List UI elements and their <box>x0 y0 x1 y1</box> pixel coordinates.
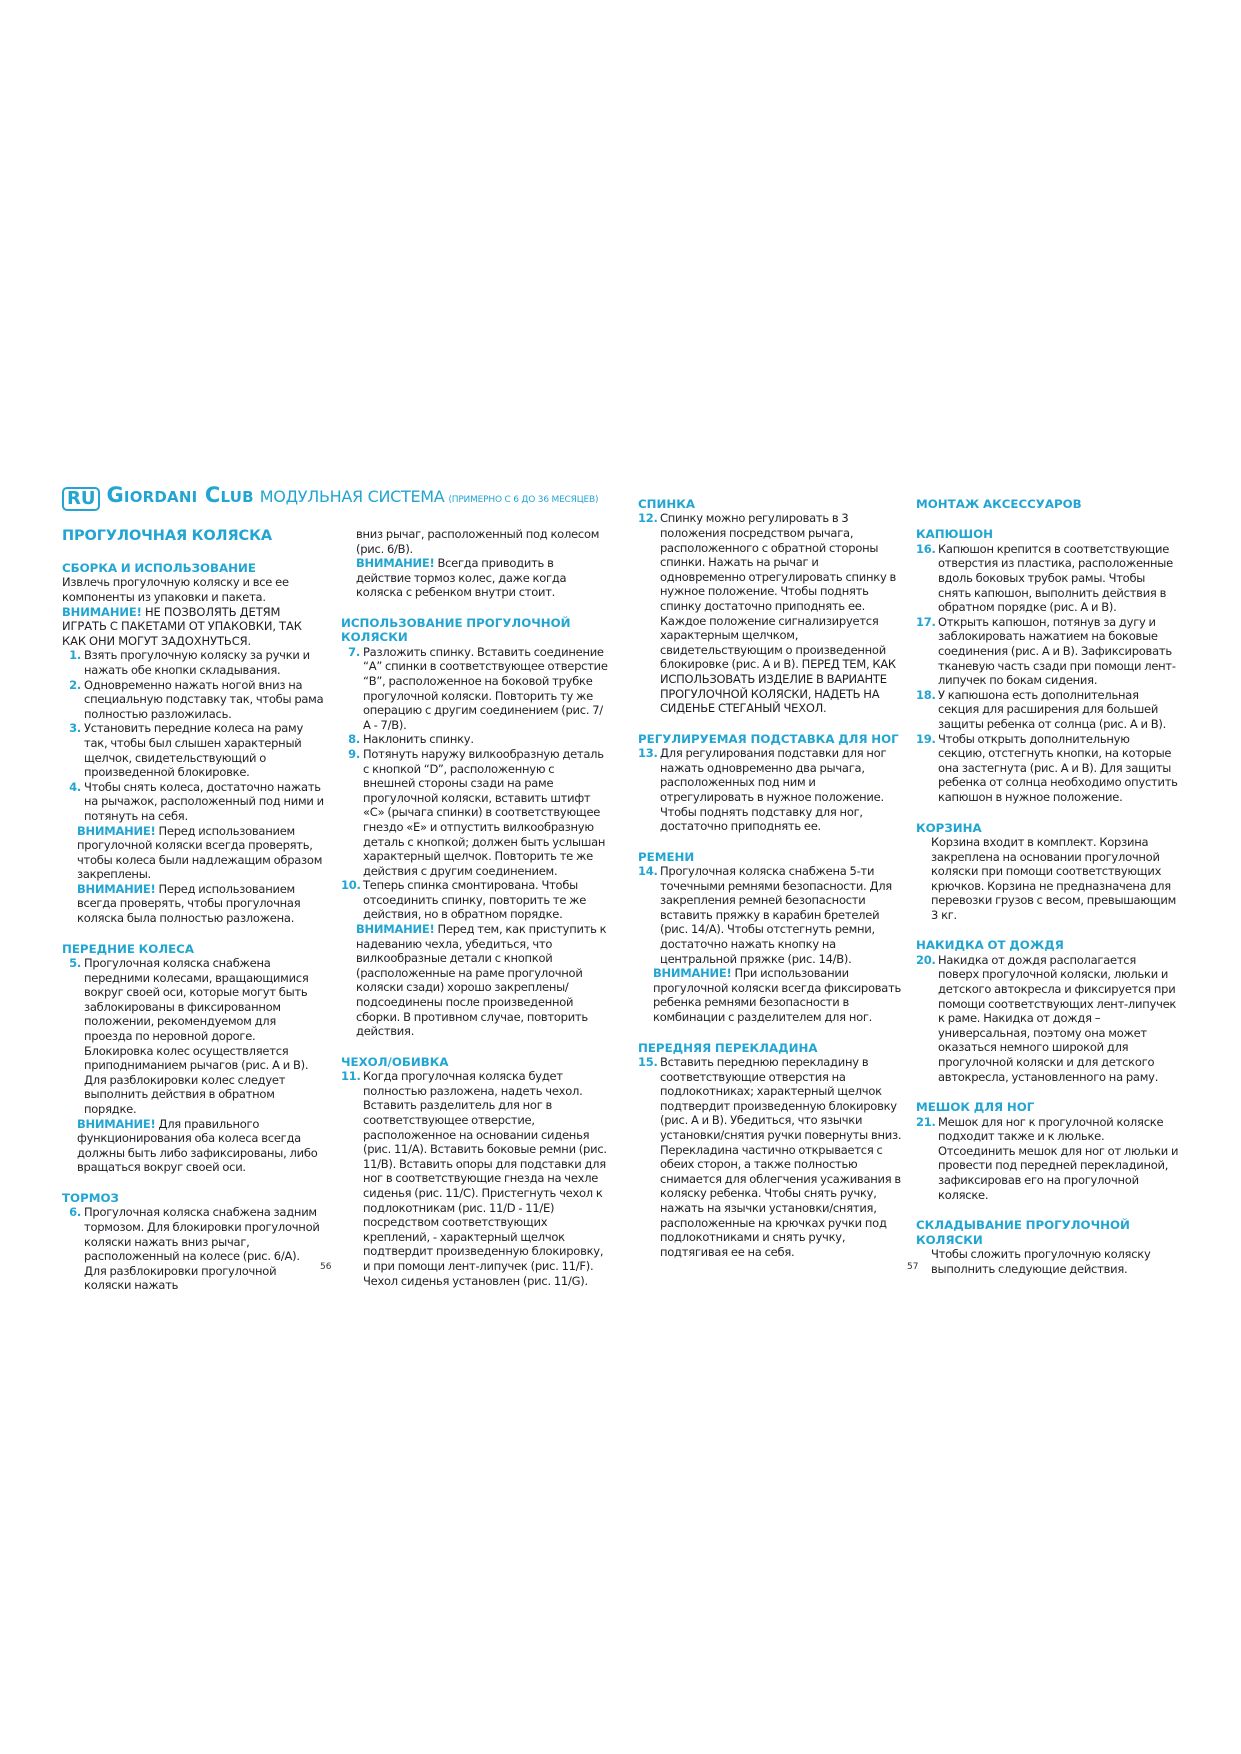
step-10-warning <box>341 922 609 1039</box>
column-4 <box>916 497 1179 1276</box>
step-text: Открыть капюшон, потянув за дугу и заблокировать нажатием на боковые соединения (рис. А и В). Зафиксировать тканевую часть сзади при помощи лент-липучек по бокам сидения. <box>938 614 1176 688</box>
section-title-basket: КОРЗИНА <box>916 820 982 835</box>
column-3 <box>638 497 906 1259</box>
step-2 <box>62 678 324 722</box>
step-12 <box>638 511 906 715</box>
step-19 <box>916 732 1179 805</box>
page-number-right: 57 <box>907 1262 919 1272</box>
step-number: 16. <box>916 541 936 556</box>
step-4 <box>62 780 324 824</box>
warning-label: ВНИМАНИЕ! <box>356 922 435 937</box>
warning-label: ВНИМАНИЕ! <box>356 556 435 571</box>
section-title-rain-cover: НАКИДКА ОТ ДОЖДЯ <box>916 938 1064 953</box>
step-number: 6. <box>69 1205 81 1220</box>
step-4-warning-1 <box>62 824 324 882</box>
warning-text: НЕ ПОЗВОЛЯТЬ ДЕТЯМ ИГРАТЬ С ПАКЕТАМИ ОТ УПАКОВКИ, ТАК КАК ОНИ МОГУТ ЗАДОХНУТЬСЯ. <box>62 604 302 648</box>
section-title-front-wheels: ПЕРЕДНИЕ КОЛЕСА <box>62 941 194 956</box>
section-title-assembly: СБОРКА И ИСПОЛЬЗОВАНИЕ <box>62 561 256 575</box>
step-15 <box>638 1055 906 1259</box>
step-text: Мешок для ног к прогулочной коляске подходит также и к люльке. Отсоединить мешок для ног от люльки и провести под передней перекладиной, зафиксировав его на прогулочной коляске. <box>938 1114 1179 1202</box>
step-number: 4. <box>69 779 81 794</box>
section-title-hood: КАПЮШОН <box>916 527 993 542</box>
folding-text: Чтобы сложить прогулочную коляску выполнить следующие действия. <box>931 1247 1151 1276</box>
step-16 <box>916 542 1179 615</box>
column-2 <box>341 527 609 1288</box>
section-title-stroller-use: ИСПОЛЬЗОВАНИЕ ПРОГУЛОЧНОЙ КОЛЯСКИ <box>341 615 571 645</box>
step-number: 18. <box>916 687 936 702</box>
step-number: 2. <box>69 677 81 692</box>
warning-text: Всегда приводить в действие тормоз колес, даже когда коляска с ребенком внутри стоит. <box>356 556 567 600</box>
step-text: Прогулочная коляска снабжена задним тормозом. Для блокировки прогулочной коляски нажать вниз рычаг, расположенный на колесе (рис. 6/А). Для разблокировки прогулочной коляски нажать <box>84 1205 320 1293</box>
step-21 <box>916 1115 1179 1203</box>
step-text: Потянуть наружу вилкообразную деталь с кнопкой “D”, расположенную с внешней стороны сзади на раме прогулочной коляски, вставить штифт «С» (рычага спинки) в соответствующее гнездо «Е» и отпустить вилкообразную деталь с кнопкой; должен быть услышан характерный щелчок. Повторить те же действия с другим соединением. <box>363 746 606 878</box>
step-text: Чтобы снять колеса, достаточно нажать на рычажок, расположенный под ними и потянуть на себя. <box>84 779 324 823</box>
age-range: (ПРИМЕРНО С 6 ДО 36 МЕСЯЦЕВ) <box>448 495 599 505</box>
step-number: 19. <box>916 731 936 746</box>
warning-label: ВНИМАНИЕ! <box>62 604 142 619</box>
step-11 <box>341 1069 609 1288</box>
step-number: 20. <box>916 952 936 967</box>
warning-text: Перед использованием прогулочной коляски всегда проверять, чтобы колеса были надлежащим образом закреплены. <box>77 823 323 882</box>
step-text: Для регулирования подставки для ног нажать одновременно два рычага, расположенных под ним и отрегулировать в нужное положение. Чтобы поднять подставку для ног, достаточно приподнять ее. <box>660 746 887 834</box>
step-20 <box>916 953 1179 1084</box>
step-number: 15. <box>638 1055 658 1070</box>
warning-label: ВНИМАНИЕ! <box>77 881 156 896</box>
step-number: 17. <box>916 614 936 629</box>
section-title-backrest: СПИНКА <box>638 497 696 511</box>
warning-text: При использовании прогулочной коляски всегда фиксировать ребенка ремнями безопасности в комбинации с разделителем для ног. <box>653 966 902 1025</box>
step-1 <box>62 648 324 677</box>
step-text: Наклонить спинку. <box>363 732 474 747</box>
brand-name: Giordani Club <box>106 483 254 507</box>
step-14-warning <box>638 966 906 1024</box>
step-number: 3. <box>69 721 81 736</box>
warning-label: ВНИМАНИЕ! <box>77 1116 156 1131</box>
step-text: Теперь спинка смонтирована. Чтобы отсоединить спинку, повторить те же действия, но в обратном порядке. <box>363 878 587 922</box>
step-text: У капюшона есть дополнительная секция для расширения для большей защиты ребенка от солнца (рис. А и В). <box>938 687 1167 731</box>
step-6-warning <box>341 556 609 600</box>
step-number: 11. <box>341 1069 361 1084</box>
section-title-bumper-bar: ПЕРЕДНЯЯ ПЕРЕКЛАДИНА <box>638 1040 818 1055</box>
step-text: Взять прогулочную коляску за ручки и нажать обе кнопки складывания. <box>84 648 310 677</box>
step-text: Разложить спинку. Вставить соединение “А” спинки в соответствующее отверстие “В”, расположенное на боковой трубке прогулочной коляски. Повторить ту же операцию с другим соединением (рис. 7/А - 7/В). <box>363 644 608 732</box>
section-title-cover: ЧЕХОЛ/ОБИВКА <box>341 1054 449 1069</box>
step-text: Капюшон крепится в соответствующие отверстия из пластика, расположенные вдоль боковых трубок рамы. Чтобы снять капюшон, выполнить действия в обратном порядке (рис. А и В). <box>938 541 1173 615</box>
step-3 <box>62 721 324 779</box>
step-number: 8. <box>348 732 360 747</box>
step-8 <box>341 732 609 747</box>
step-13 <box>638 746 906 834</box>
step-text: Накидка от дождя располагается поверх прогулочной коляски, люльки и детского автокресла и фиксируется при помощи соответствующих лент-липучек к раме. Накидка от дождя – универсальная, поэтому она может оказаться немного широкой для прогулочной коляски и для детского автокресла, установленного на раму. <box>938 952 1177 1084</box>
section-title-belts: РЕМЕНИ <box>638 849 695 864</box>
step-text: Вставить переднюю перекладину в соответствующие отверстия на подлокотниках; характерный щелчок подтвердит произведенную блокировку (рис. А и В). Убедиться, что язычки установки/снятия ручки повернуты вниз. Перекладина частично открывается с обеих сторон, а также полностью снимается для облегчения усаживания в коляску ребенка. Чтобы снять ручку, нажать на язычки установки/снятия, расположенные на крючках ручки под подлокотниками и снять ручку, подтягивая ее на себя. <box>660 1055 902 1259</box>
page-title: ПРОГУЛОЧНАЯ КОЛЯСКА <box>62 528 272 544</box>
step-14 <box>638 864 906 966</box>
step-number: 1. <box>69 648 81 663</box>
section-title-accessories: МОНТАЖ АКСЕССУАРОВ <box>916 497 1082 511</box>
step-text: Прогулочная коляска снабжена передними колесами, вращающимися вокруг своей оси, которые могут быть заблокированы в фиксированном положении, рекомендуемом для проезда по неровной дороге. Блокировка колес осуществляется приподниманием рычагов (рис. А и В). Для разблокировки колес следует выполнить действия в обратном порядке. <box>84 956 309 1116</box>
language-badge: RU <box>62 487 100 511</box>
brand-header <box>62 484 598 511</box>
basket-text: Корзина входит в комплект. Корзина закреплена на основании прогулочной коляски при помощи соответствующих крючков. Корзина не предназначена для перевозки грузов с весом, превышающим 3 кг. <box>931 834 1177 922</box>
step-text: Спинку можно регулировать в 3 положения посредством рычага, расположенного с обратной стороны спинки. Нажать на рычаг и одновременно отрегулировать спинку в нужное положение. Чтобы поднять спинку достаточно приподнять ее. Каждое положение сигнализируется характерным щелчком, свидетельствующим о произведенной блокировке (рис. А и В). ПЕРЕД ТЕМ, КАК ИСПОЛЬЗОВАТЬ ИЗДЕЛИЕ В ВАРИАНТЕ ПРОГУЛОЧНОЙ КОЛЯСКИ, НАДЕТЬ НА СИДЕНЬЕ СТЕГАНЫЙ ЧЕХОЛ. <box>660 511 897 716</box>
step-number: 21. <box>916 1114 936 1129</box>
warning-label: ВНИМАНИЕ! <box>653 966 732 981</box>
section-title-folding: СКЛАДЫВАНИЕ ПРОГУЛОЧНОЙ КОЛЯСКИ <box>916 1218 1130 1247</box>
step-number: 7. <box>348 644 360 659</box>
system-name: МОДУЛЬНАЯ СИСТЕМА <box>259 487 445 506</box>
warning-text: Перед тем, как приступить к надеванию чехла, убедиться, что вилкообразные детали с кнопкой (расположенные на раме прогулочной коляски сзади) хорошо закреплены/подсоединены после произведенной сборки. В противном случае, повторить действия. <box>356 922 607 1039</box>
section-title-footrest: РЕГУЛИРУЕМАЯ ПОДСТАВКА ДЛЯ НОГ <box>638 731 899 746</box>
step-number: 12. <box>638 511 658 526</box>
column-1 <box>62 527 324 1293</box>
step-text: Прогулочная коляска снабжена 5-ти точечными ремнями безопасности. Для закрепления ремней безопасности вставить пряжку в карабин бретелей (рис. 14/А). Чтобы отстегнуть ремни, достаточно нажать кнопку на центральной пряжке (рис. 14/В). <box>660 864 892 966</box>
page-number-left: 56 <box>320 1262 332 1272</box>
assembly-warning <box>62 605 324 649</box>
warning-label: ВНИМАНИЕ! <box>77 823 156 838</box>
step-text: Установить передние колеса на раму так, чтобы был слышен характерный щелчок, свидетельствующий о произведенной блокировке. <box>84 721 304 780</box>
step-6 <box>62 1205 324 1293</box>
step-10 <box>341 878 609 922</box>
step-number: 10. <box>341 878 361 893</box>
step-6-continued: вниз рычаг, расположенный под колесом (рис. 6/В). <box>356 527 600 556</box>
step-4-warning-2 <box>62 882 324 926</box>
step-number: 9. <box>348 746 360 761</box>
warning-text: Перед использованием всегда проверять, чтобы прогулочная коляска была полностью разложена. <box>77 881 301 926</box>
step-9 <box>341 747 609 878</box>
step-5 <box>62 956 324 1117</box>
step-18 <box>916 688 1179 732</box>
step-number: 14. <box>638 864 658 879</box>
step-5-warning <box>62 1117 324 1175</box>
section-title-footmuff: МЕШОК ДЛЯ НОГ <box>916 1100 1035 1115</box>
warning-text: Для правильного функционирования оба колеса всегда должны быть либо зафиксированы, либо вращаться вокруг своей оси. <box>77 1116 318 1175</box>
step-17 <box>916 615 1179 688</box>
assembly-intro: Извлечь прогулочную коляску и все ее компоненты из упаковки и пакета. <box>62 575 289 604</box>
step-text: Чтобы открыть дополнительную секцию, отстегнуть кнопки, на которые она застегнута (рис. А и В). Для защиты ребенка от солнца необходимо опустить капюшон в нужное положение. <box>938 731 1178 804</box>
step-text: Когда прогулочная коляска будет полностью разложена, надеть чехол. Вставить разделитель для ног в соответствующее отверстие, расположенное на основании сиденья (рис. 11/А). Вставить боковые ремни (рис. 11/В). Вставить опоры для подставки для ног в соответствующие гнезда на чехле сиденья (рис. 11/С). Пристегнуть чехол к подлокотникам (рис. 11/D - 11/Е) посредством соответствующих креплений, - характерный щелчок подтвердит произведенную блокировку, и при помощи лент-липучек (рис. 11/F). Чехол сиденья установлен (рис. 11/G). <box>363 1069 607 1288</box>
step-text: Одновременно нажать ногой вниз на специальную подставку так, чтобы рама полностью разложилась. <box>84 677 324 721</box>
section-title-brake: ТОРМОЗ <box>62 1190 119 1205</box>
step-number: 5. <box>69 956 81 971</box>
step-7 <box>341 645 609 733</box>
step-number: 13. <box>638 746 658 761</box>
